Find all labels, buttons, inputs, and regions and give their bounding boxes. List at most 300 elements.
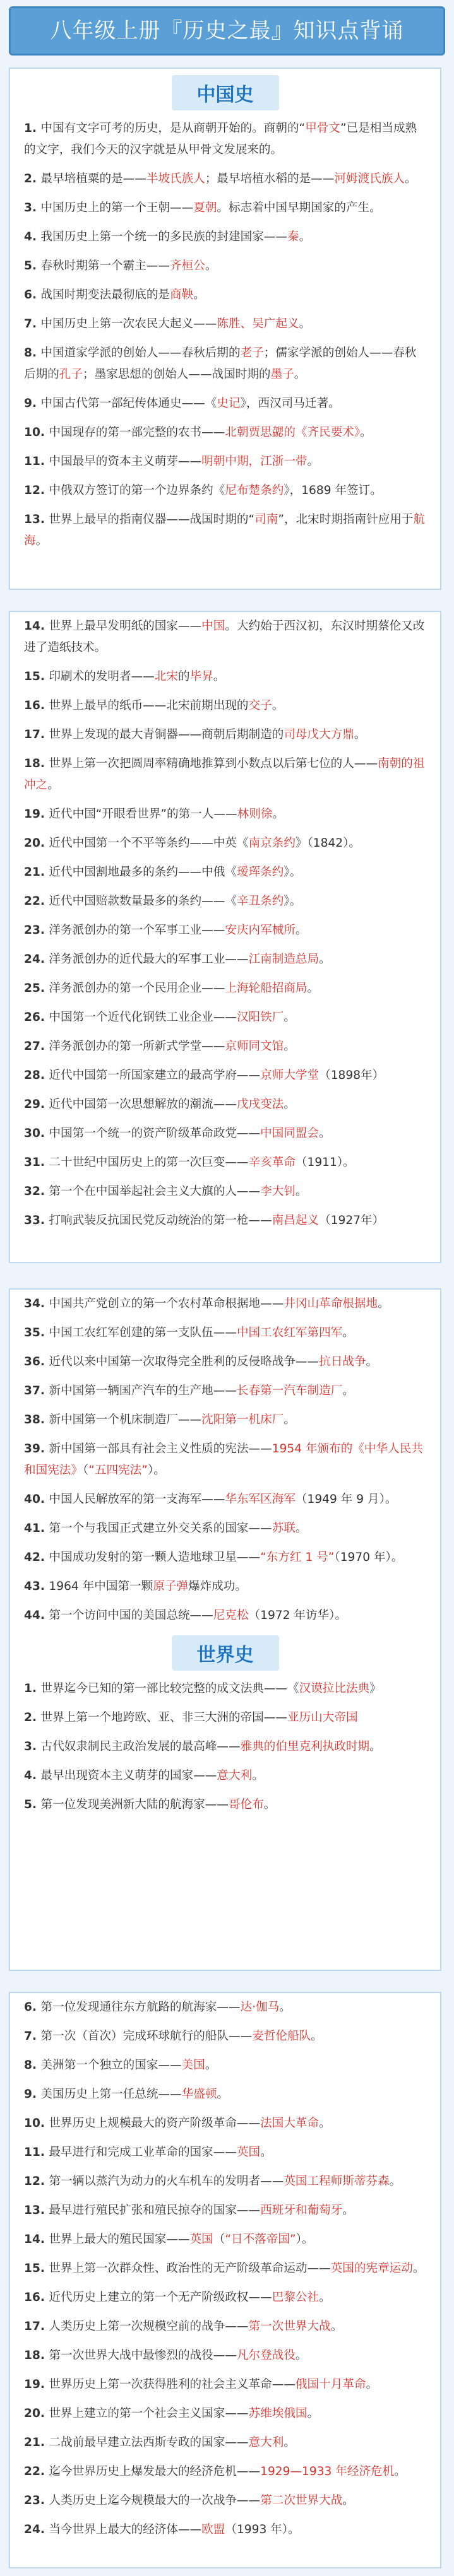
list-item xyxy=(24,2171,426,2192)
list-item xyxy=(24,1123,426,1144)
item-number: 18. xyxy=(24,2349,49,2362)
list-item xyxy=(24,1152,426,1173)
item-number: 9. xyxy=(24,397,41,410)
item-text: 。 xyxy=(307,2407,320,2420)
highlighted-answer: 中国工农红军第四军 xyxy=(236,1326,343,1339)
item-text: 印刷术的发明者—— xyxy=(49,670,155,683)
item-number: 8. xyxy=(24,2059,41,2072)
list-item xyxy=(24,1007,426,1028)
highlighted-answer: 京师同文馆 xyxy=(225,1040,284,1053)
item-number: 14. xyxy=(24,620,49,633)
list-item xyxy=(24,422,426,444)
item-text: ）。 xyxy=(296,2233,314,2246)
highlighted-answer: 李大钊 xyxy=(260,1185,296,1198)
list-item xyxy=(24,256,426,277)
item-text: 。 xyxy=(369,1740,381,1753)
item-text: 迄今世界历史上爆发最大的经济危机—— xyxy=(49,2465,261,2478)
item-text: 人类历史上第一次规模空前的战争—— xyxy=(49,2320,249,2333)
item-number: 24. xyxy=(24,953,49,966)
item-number: 31. xyxy=(24,1156,49,1169)
item-number: 21. xyxy=(24,866,49,879)
highlighted-answer: 安庆内军械所 xyxy=(225,924,296,937)
highlighted-answer: 英国工程师斯蒂芬森 xyxy=(284,2175,390,2188)
item-number: 29. xyxy=(24,1098,49,1111)
item-number: 10. xyxy=(24,2117,49,2130)
highlighted-answer: 俄国十月革命 xyxy=(295,2378,366,2391)
highlighted-answer: 凡尔登战役 xyxy=(236,2349,296,2362)
item-text: 中国古代第一部纪传体通史——《 xyxy=(40,397,217,410)
item-text: 最早进行殖民扩张和殖民掠夺的国家—— xyxy=(49,2204,261,2217)
item-text: 中国现存的第一部完整的农书—— xyxy=(49,426,225,439)
item-text: 。 xyxy=(279,2001,291,2014)
item-number: 33. xyxy=(24,1214,49,1227)
list-item xyxy=(24,1576,426,1597)
list-item xyxy=(24,451,426,473)
item-text: 洋务派创办的第一所新式学堂—— xyxy=(49,1040,225,1053)
list-item xyxy=(24,920,426,941)
highlighted-answer: 巴黎公社 xyxy=(272,2291,320,2304)
item-text: 。 xyxy=(319,2117,331,2130)
highlighted-answer: 华东军区海军 xyxy=(225,1493,296,1506)
item-text: 世界上建立的第一个社会主义国家—— xyxy=(49,2407,249,2420)
highlighted-answer: “日不落帝国” xyxy=(225,2233,296,2246)
item-text: 我国历史上第一个统一的多民族的封建国家—— xyxy=(40,230,287,244)
item-text: 近代中国赔款数量最多的条约——《 xyxy=(49,895,237,908)
item-number: 20. xyxy=(24,837,49,850)
highlighted-answer: 尼布楚条约 xyxy=(225,484,284,497)
list-item xyxy=(24,1794,426,1816)
item-number: 24. xyxy=(24,2523,49,2536)
list-item xyxy=(24,753,426,796)
item-number: 43. xyxy=(24,1580,49,1593)
highlighted-answer: 意大利 xyxy=(217,1769,253,1782)
list-item xyxy=(24,2055,426,2076)
highlighted-answer: 北朝贾思勰的《齐民要术》 xyxy=(225,426,361,439)
item-text: 第一次（首次）完成环球航行的船队—— xyxy=(40,2030,253,2043)
item-text: 打响武装反抗国民党反动统治的第一枪—— xyxy=(49,1214,272,1227)
list-item xyxy=(24,2229,426,2250)
list-item xyxy=(24,2200,426,2221)
list-item xyxy=(24,695,426,717)
list-item xyxy=(24,1678,426,1700)
item-text: 近代中国第一个不平等条约——中英《 xyxy=(49,837,249,850)
item-text: 。 xyxy=(260,2146,272,2159)
item-text: 二战前最早建立法西斯专政的国家—— xyxy=(49,2436,249,2449)
item-text: 。 xyxy=(342,1384,354,1397)
item-text: 世界迄今已知的第一部比较完整的成文法典——《 xyxy=(40,1682,299,1695)
list-item xyxy=(24,862,426,883)
highlighted-answer: 毕昇 xyxy=(189,670,213,683)
list-item xyxy=(24,2432,426,2454)
item-number: 37. xyxy=(24,1384,49,1397)
highlighted-answer: 哥伦布 xyxy=(229,1798,264,1811)
highlighted-answer: 汉谟拉比法典 xyxy=(299,1682,370,1695)
item-number: 22. xyxy=(24,2465,49,2478)
content-card-2 xyxy=(9,611,441,1263)
item-text: 当今世界上最大的经济体—— xyxy=(49,2523,202,2536)
highlighted-answer: 英国 xyxy=(236,2146,261,2159)
highlighted-answer: 明朝中期，江浙一带 xyxy=(201,455,308,468)
item-number: 21. xyxy=(24,2436,49,2449)
list-item xyxy=(24,2026,426,2047)
highlighted-answer: 南京条约 xyxy=(248,837,296,850)
highlighted-answer: 中国 xyxy=(201,620,225,633)
list-item xyxy=(24,1094,426,1115)
item-number: 7. xyxy=(24,317,41,331)
item-text: （1949 年 9 月）。 xyxy=(295,1493,397,1506)
item-text: 。 xyxy=(378,1297,390,1310)
item-text: 。 xyxy=(213,670,225,683)
highlighted-answer: 欧盟 xyxy=(201,2523,225,2536)
item-text: 美国历史上第一任总统—— xyxy=(40,2088,182,2101)
item-text: 洋务派创办的第一个军事工业—— xyxy=(49,924,225,937)
item-text: 。 xyxy=(295,1522,308,1535)
item-text: 。 xyxy=(295,924,308,937)
item-text: 中国有文字可考的历史，是从商朝开始的。商朝的“ xyxy=(40,122,306,135)
item-number: 10. xyxy=(24,426,49,439)
item-text: 春秋时期第一个霸主—— xyxy=(40,259,170,273)
highlighted-answer: 上海轮船招商局 xyxy=(225,982,308,995)
item-text: 第一次世界大战中最惨烈的战役—— xyxy=(49,2349,237,2362)
list-item xyxy=(24,2345,426,2367)
list-item xyxy=(24,509,426,552)
item-number: 11. xyxy=(24,2146,49,2159)
item-text: 。 xyxy=(284,2436,296,2449)
item-text: 中国第一个近代化钢铁工业企业—— xyxy=(49,1011,237,1024)
item-text: 。 xyxy=(205,2059,217,2072)
highlighted-answer: 交子 xyxy=(248,699,272,712)
item-text: 新中国第一个机床制造厂—— xyxy=(49,1413,202,1426)
list-item xyxy=(24,2403,426,2425)
list-item xyxy=(24,2287,426,2308)
highlighted-answer: 沈阳第一机床厂 xyxy=(201,1413,284,1426)
item-text: ；儒家学派的创始人——春秋后期的 xyxy=(24,346,417,381)
item-number: 17. xyxy=(24,2320,49,2333)
item-text: 中国共产党创立的第一个农村革命根据地—— xyxy=(49,1297,284,1310)
list-item xyxy=(24,393,426,415)
item-text: 。 xyxy=(307,455,320,468)
item-text: （1970 年）。 xyxy=(334,1551,403,1564)
highlighted-answer: 夏朝 xyxy=(193,201,217,215)
item-number: 44. xyxy=(24,1609,49,1622)
item-text: 。 xyxy=(217,2088,229,2101)
item-text: ；墨家思想的创始人——战国时期的 xyxy=(83,368,271,381)
item-text: 。 xyxy=(205,259,217,273)
item-text: 第一位发现通往东方航路的航海家—— xyxy=(40,2001,241,2014)
item-number: 25. xyxy=(24,982,49,995)
highlighted-answer: 孔子 xyxy=(59,368,83,381)
item-number: 4. xyxy=(24,1769,41,1782)
item-number: 23. xyxy=(24,2494,49,2507)
highlighted-answer: 辛丑条约 xyxy=(236,895,284,908)
list-item xyxy=(24,1065,426,1086)
item-text: 》，西汉司马迁著。 xyxy=(240,397,340,410)
item-number: 20. xyxy=(24,2407,49,2420)
item-number: 18. xyxy=(24,757,49,770)
item-text: 世界上第一个地跨欧、亚、非三大洲的帝国—— xyxy=(40,1711,287,1724)
highlighted-answer: 中国同盟会 xyxy=(260,1127,320,1140)
highlighted-answer: 商鞅 xyxy=(170,288,194,302)
page-title: 八年级上册『历史之最』知识点背诵 xyxy=(9,6,445,56)
list-item xyxy=(24,118,426,161)
list-item xyxy=(24,2258,426,2279)
item-text: ”，北宋时期指南针应用于 xyxy=(278,513,414,526)
item-number: 9. xyxy=(24,2088,41,2101)
item-number: 3. xyxy=(24,1740,41,1753)
item-text: 。 xyxy=(263,1798,276,1811)
list-item xyxy=(24,1181,426,1203)
section-heading-label: 中国史 xyxy=(172,75,279,110)
item-text: 。 xyxy=(295,2349,308,2362)
item-text: 》 xyxy=(369,1682,381,1695)
item-number: 6. xyxy=(24,2001,41,2014)
list-item xyxy=(24,616,426,659)
list-item xyxy=(24,666,426,688)
highlighted-answer: 河姆渡氏族人 xyxy=(334,172,405,185)
item-number: 7. xyxy=(24,2030,41,2043)
highlighted-answer: 秦 xyxy=(287,230,299,244)
item-text: 。 xyxy=(47,779,59,792)
item-text: （ xyxy=(82,1464,89,1477)
content-card-4 xyxy=(9,1992,441,2568)
list-item xyxy=(24,2490,426,2512)
item-text: （1911）。 xyxy=(295,1156,355,1169)
item-number: 19. xyxy=(24,808,49,821)
highlighted-answer: 麦哲伦船队 xyxy=(252,2030,311,2043)
highlighted-answer: 甲骨文 xyxy=(305,122,340,135)
item-text: 世界上最大的殖民国家—— xyxy=(49,2233,190,2246)
item-number: 41. xyxy=(24,1522,49,1535)
item-text: 中国最早的资本主义萌芽—— xyxy=(49,455,202,468)
list-item xyxy=(24,2084,426,2105)
item-number: 36. xyxy=(24,1355,49,1368)
highlighted-answer: 林则徐 xyxy=(237,808,273,821)
highlighted-answer: 墨子 xyxy=(270,368,294,381)
list-item xyxy=(24,2113,426,2134)
item-text: 最早出现资本主义萌芽的国家—— xyxy=(40,1769,217,1782)
list-item xyxy=(24,1380,426,1402)
highlighted-answer: 南朝的祖冲之 xyxy=(24,757,425,792)
item-number: 38. xyxy=(24,1413,49,1426)
list-item xyxy=(24,1210,426,1232)
page xyxy=(0,6,454,2576)
highlighted-answer: 井冈山革命根据地 xyxy=(284,1297,378,1310)
list-item xyxy=(24,1351,426,1373)
item-number: 30. xyxy=(24,1127,49,1140)
item-text: 中国第一个统一的资产阶级革命政党—— xyxy=(49,1127,261,1140)
item-text: 。 xyxy=(272,699,284,712)
highlighted-answer: 苏维埃俄国 xyxy=(248,2407,308,2420)
item-number: 35. xyxy=(24,1326,49,1339)
item-text: 近代以来中国第一次取得完全胜利的反侵略战争—— xyxy=(49,1355,320,1368)
item-text: 。 xyxy=(294,368,306,381)
list-item xyxy=(24,1518,426,1539)
item-text: 。 xyxy=(319,1127,331,1140)
item-number: 8. xyxy=(24,346,41,360)
item-text: （ xyxy=(213,2233,225,2246)
item-text: 古代奴隶制民主政治发展的最高峰—— xyxy=(40,1740,241,1753)
section-heading-label: 世界史 xyxy=(172,1635,279,1671)
list-item xyxy=(24,314,426,335)
item-text: 。 xyxy=(299,317,311,331)
item-text: 。 xyxy=(284,1011,296,1024)
list-item xyxy=(24,1736,426,1758)
list-item xyxy=(24,285,426,306)
highlighted-answer: 司南 xyxy=(254,513,278,526)
item-text: 世界上最早发明纸的国家—— xyxy=(49,620,202,633)
list-item xyxy=(24,2316,426,2338)
item-text: （1927年） xyxy=(319,1214,385,1227)
item-text: ”已是相当成熟的文字，我们今天的汉字就是从甲骨文发展来的。 xyxy=(24,122,417,156)
highlighted-answer: 第二次世界大战 xyxy=(260,2494,343,2507)
item-number: 16. xyxy=(24,699,49,712)
item-text: 。 xyxy=(366,1355,378,1368)
list-item xyxy=(24,2519,426,2541)
list-item xyxy=(24,804,426,825)
item-text: 。 xyxy=(354,728,366,741)
highlighted-answer: 司母戊大方鼎 xyxy=(284,728,354,741)
item-number: 5. xyxy=(24,259,41,273)
item-text: 》。 xyxy=(284,895,302,908)
item-text: 近代中国第一所国家建立的最高学府—— xyxy=(49,1069,261,1082)
item-number: 32. xyxy=(24,1185,49,1198)
item-text: 中俄双方签订的第一个边界条约《 xyxy=(49,484,225,497)
item-text: 中国历史上第一次农民大起义—— xyxy=(40,317,217,331)
highlighted-answer: “东方红 1 号” xyxy=(260,1551,335,1564)
item-number: 11. xyxy=(24,455,49,468)
item-number: 14. xyxy=(24,2233,49,2246)
highlighted-answer: 瑷珲条约 xyxy=(236,866,284,879)
item-number: 2. xyxy=(24,172,41,185)
highlighted-answer: 意大利 xyxy=(248,2436,284,2449)
item-number: 22. xyxy=(24,895,49,908)
list-item xyxy=(24,1322,426,1344)
item-number: 28. xyxy=(24,1069,49,1082)
item-number: 3. xyxy=(24,201,41,215)
item-text: 最早进行和完成工业革命的国家—— xyxy=(49,2146,237,2159)
highlighted-answer: 华盛顿 xyxy=(181,2088,217,2101)
item-text: 世界上最早的指南仪器——战国时期的“ xyxy=(49,513,255,526)
item-text: 近代中国割地最多的条约——中俄《 xyxy=(49,866,237,879)
item-number: 42. xyxy=(24,1551,49,1564)
highlighted-answer: 半坡氏族人 xyxy=(146,172,205,185)
item-text: 。 xyxy=(342,2204,354,2217)
item-number: 15. xyxy=(24,2262,49,2275)
item-text: 第一个与我国正式建立外交关系的国家—— xyxy=(49,1522,272,1535)
list-item xyxy=(24,1605,426,1626)
item-text: 最早培植粟的是—— xyxy=(40,172,146,185)
highlighted-answer: 雅典的伯里克利执政时期 xyxy=(240,1740,370,1753)
item-number: 27. xyxy=(24,1040,49,1053)
item-text: 中国道家学派的创始人——春秋后期的 xyxy=(40,346,241,360)
item-text: 世界上第一次群众性、政治性的无产阶级革命运动—— xyxy=(49,2262,331,2275)
item-text: 。 xyxy=(272,808,285,821)
item-text: 。 xyxy=(284,1040,296,1053)
list-item xyxy=(24,2461,426,2483)
item-number: 6. xyxy=(24,288,41,302)
item-number: 39. xyxy=(24,1442,49,1456)
item-text: （1898年） xyxy=(319,1069,385,1082)
highlighted-answer: 史记 xyxy=(217,397,241,410)
highlighted-answer: 苏联 xyxy=(272,1522,296,1535)
highlighted-answer: 亚历山大帝国 xyxy=(287,1711,358,1724)
highlighted-answer: 英国 xyxy=(189,2233,213,2246)
item-text: 中国历史上的第一个王朝—— xyxy=(40,201,194,215)
item-text: 。 xyxy=(394,2465,406,2478)
item-text: 。 xyxy=(330,2320,343,2333)
item-text: 。 xyxy=(389,2175,402,2188)
highlighted-answer: 长春第一汽车制造厂 xyxy=(236,1384,343,1397)
item-text: 近代历史上建立的第一个无产阶级政权—— xyxy=(49,2291,272,2304)
item-text: 中国工农红军创建的第一支队伍—— xyxy=(49,1326,237,1339)
item-text: 世界上最早的纸币——北宋前期出现的 xyxy=(49,699,249,712)
highlighted-answer: 美国 xyxy=(181,2059,205,2072)
list-item xyxy=(24,1438,426,1481)
item-number: 15. xyxy=(24,670,49,683)
list-item xyxy=(24,978,426,999)
item-text: 第一个访问中国的美国总统—— xyxy=(49,1609,213,1622)
item-text: 。 xyxy=(360,426,372,439)
item-number: 26. xyxy=(24,1011,49,1024)
item-text: 新中国第一部具有社会主义性质的宪法—— xyxy=(49,1442,272,1456)
item-text: 近代中国第一次思想解放的潮流—— xyxy=(49,1098,237,1111)
section-heading xyxy=(24,1635,426,1671)
item-text: 。 xyxy=(342,2494,354,2507)
item-number: 16. xyxy=(24,2291,49,2304)
item-number: 5. xyxy=(24,1798,41,1811)
list-item xyxy=(24,891,426,912)
item-number: 13. xyxy=(24,513,49,526)
item-text: 人类历史上迄今规模最大的一次战争—— xyxy=(49,2494,261,2507)
item-text: ；最早培植水稻的是—— xyxy=(205,172,335,185)
item-text: 。 xyxy=(311,2030,323,2043)
highlighted-answer: 京师大学堂 xyxy=(260,1069,320,1082)
item-text: 》（1842）。 xyxy=(295,837,361,850)
item-text: 世界历史上第一次获得胜利的社会主义革命—— xyxy=(49,2378,296,2391)
item-text: 。 xyxy=(284,1098,296,1111)
list-item xyxy=(24,1409,426,1431)
item-text: 中国人民解放军的第一支海军—— xyxy=(49,1493,225,1506)
highlighted-answer: 航海 xyxy=(24,513,426,548)
item-text: 。 xyxy=(295,1185,308,1198)
highlighted-answer: 西班牙和葡萄牙 xyxy=(260,2204,343,2217)
item-text: 中国成功发射的第一颗人造地球卫星—— xyxy=(49,1551,261,1564)
item-text: ）。 xyxy=(147,1464,165,1477)
item-number: 13. xyxy=(24,2204,49,2217)
highlighted-answer: 南昌起义 xyxy=(272,1214,320,1227)
highlighted-answer: 辛亥革命 xyxy=(248,1156,296,1169)
item-number: 12. xyxy=(24,484,49,497)
item-text: 世界上第一次把圆周率精确地推算到小数点以后第七位的人—— xyxy=(49,757,378,770)
list-item xyxy=(24,2374,426,2396)
item-text: 》，1689 年签订。 xyxy=(284,484,382,497)
item-text: 1964 年中国第一颗 xyxy=(49,1580,153,1593)
highlighted-answer: 法国大革命 xyxy=(260,2117,320,2130)
item-text: 。 xyxy=(35,534,48,548)
item-text: 。 xyxy=(342,1326,354,1339)
list-item xyxy=(24,724,426,746)
item-number: 17. xyxy=(24,728,49,741)
list-item xyxy=(24,1765,426,1787)
list-item xyxy=(24,1489,426,1510)
list-item xyxy=(24,343,426,385)
item-text: 。标志着中国早期国家的产生。 xyxy=(217,201,381,215)
item-text: 》。 xyxy=(284,866,302,879)
item-text: 二十世纪中国历史上的第一次巨变—— xyxy=(49,1156,249,1169)
list-item xyxy=(24,1547,426,1568)
item-text: 。大约始于西汉初，东汉时期蔡伦又改进了造纸技术。 xyxy=(24,620,425,654)
item-text: 第一个在中国举起社会主义大旗的人—— xyxy=(49,1185,261,1198)
